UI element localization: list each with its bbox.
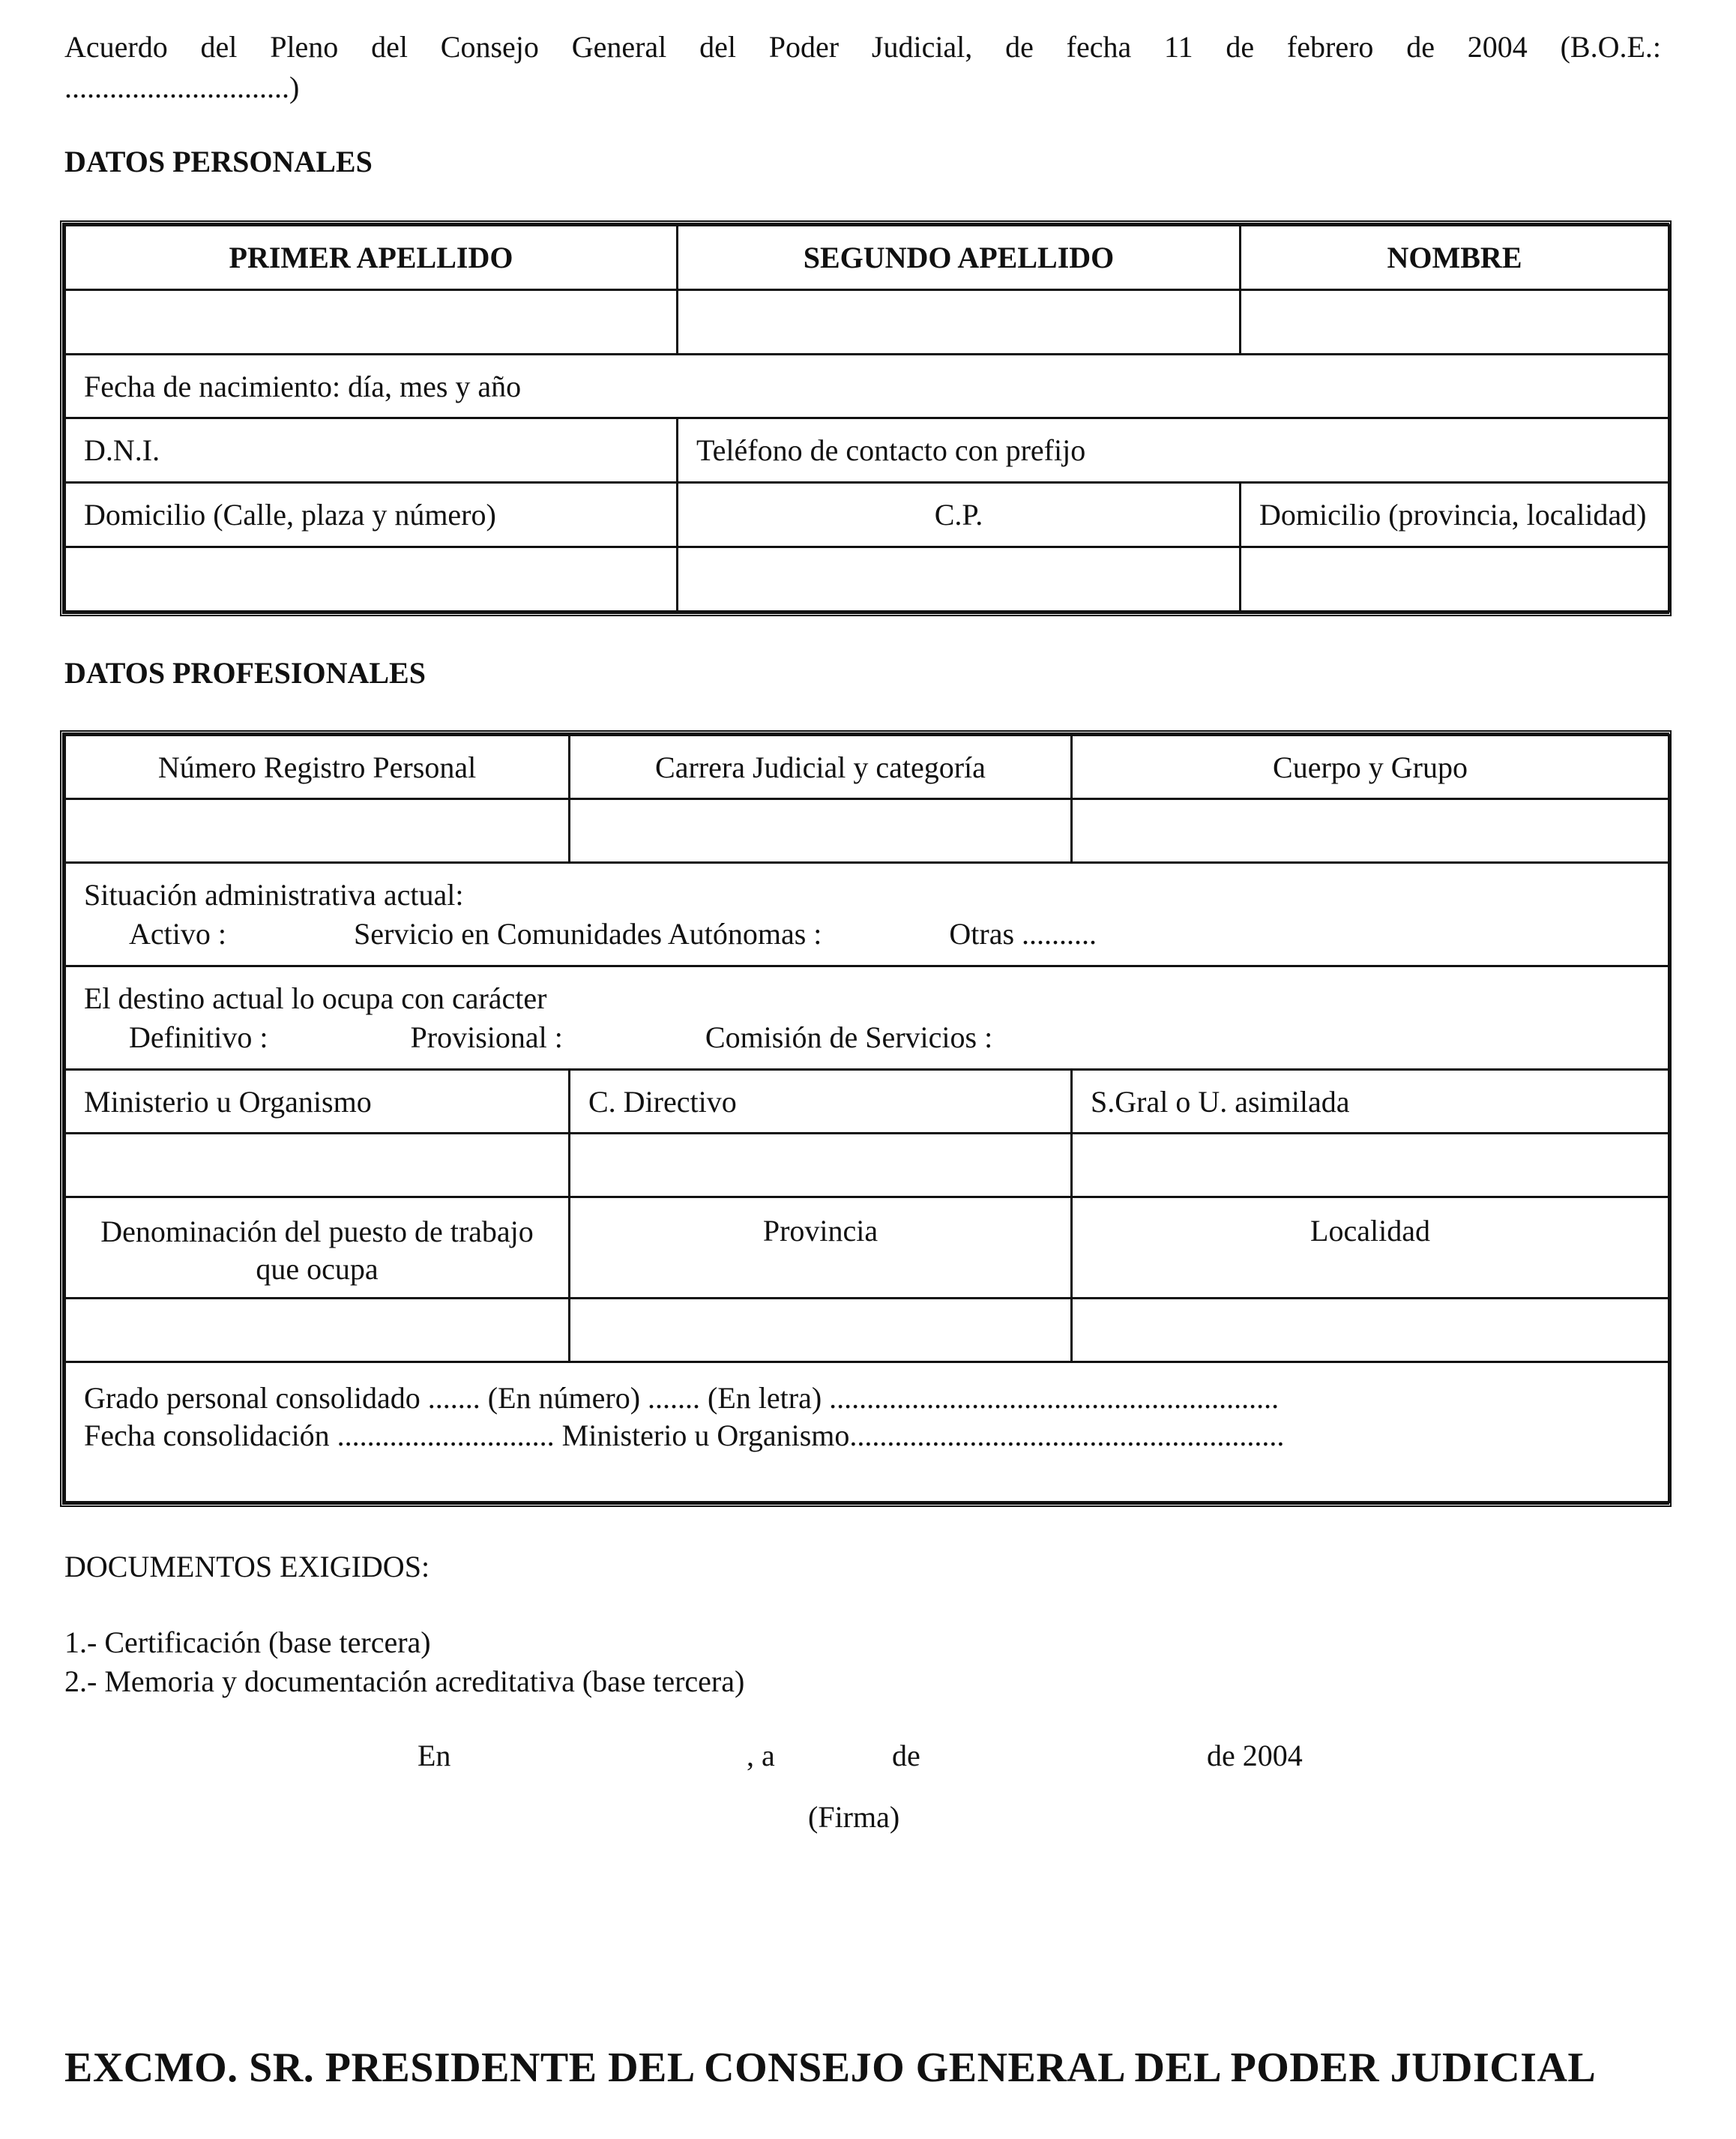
postal-code-label: C.P. <box>678 483 1241 547</box>
professional-data-heading: DATOS PROFESIONALES <box>64 656 426 690</box>
destination-commission-option[interactable]: Comisión de Servicios : <box>705 1020 993 1054</box>
place-label: En <box>418 1739 451 1772</box>
address-field[interactable] <box>65 547 678 612</box>
header-first-surname: PRIMER APELLIDO <box>65 226 678 290</box>
address-province-field[interactable] <box>1241 547 1669 612</box>
header-province: Provincia <box>570 1197 1072 1299</box>
situation-title: Situación administrativa actual: <box>84 877 464 912</box>
addressee: EXCMO. SR. PRESIDENTE DEL CONSEJO GENERAL DEL PODER JUDICIAL <box>64 2045 1597 2091</box>
header-second-surname: SEGUNDO APELLIDO <box>678 226 1241 290</box>
personal-data-heading: DATOS PERSONALES <box>64 145 373 178</box>
destination-character: El destino actual lo ocupa con carácter Definitivo : Provisional : Comisión de Servicios : <box>65 966 1669 1070</box>
date-month-label: de <box>892 1739 920 1772</box>
header-directive-center: C. Directivo <box>570 1070 1072 1134</box>
header-post-name: Denominación del puesto de trabajo que ocupa <box>65 1197 570 1299</box>
consolidated-grade <box>65 1362 1669 1502</box>
intro-line-1: Acuerdo del Pleno del Consejo General del Poder Judicial, de fecha 11 de febrero de 2004 (B.O.E.: <box>64 30 1661 64</box>
general-subdirectorate-field[interactable] <box>1072 1134 1669 1197</box>
ministry-field[interactable] <box>65 1134 570 1197</box>
personal-data-table <box>60 220 1672 616</box>
body-group-field[interactable] <box>1072 799 1669 863</box>
locality-field[interactable] <box>1072 1299 1669 1362</box>
judicial-career-field[interactable] <box>570 799 1072 863</box>
name-field[interactable] <box>1241 289 1669 354</box>
document-item: 2.- Memoria y documentación acreditativa (base tercera) <box>64 1664 745 1698</box>
documents-heading: DOCUMENTOS EXIGIDOS: <box>64 1550 430 1583</box>
date-day-label: , a <box>747 1739 775 1772</box>
destination-definitive-option[interactable]: Definitivo : <box>129 1020 268 1054</box>
signature-label: (Firma) <box>808 1800 900 1834</box>
postal-code-field[interactable] <box>678 547 1241 612</box>
post-name-field[interactable] <box>65 1299 570 1362</box>
grade-line[interactable]: Grado personal consolidado ....... (En número) ....... (En letra) ............................................................ <box>84 1381 1280 1415</box>
header-body-group: Cuerpo y Grupo <box>1072 735 1669 799</box>
date-year-label: de 2004 <box>1207 1739 1303 1772</box>
header-name: NOMBRE <box>1241 226 1669 290</box>
destination-provisional-option[interactable]: Provisional <box>410 1020 547 1054</box>
intro-line-2: ..............................) <box>64 70 300 104</box>
address-province-label: Domicilio (provincia, localidad) <box>1241 483 1669 547</box>
situation-other-option[interactable]: Otras .......... <box>949 916 1097 951</box>
professional-data-table <box>60 730 1672 1507</box>
first-surname-field[interactable] <box>65 289 678 354</box>
document-item: 1.- Certificación (base tercera) <box>64 1625 431 1659</box>
situation-active-option[interactable]: Activo <box>129 916 211 951</box>
dni-field[interactable]: D.N.I. <box>65 418 678 483</box>
header-registry-number: Número Registro Personal <box>65 735 570 799</box>
birth-date-field[interactable]: Fecha de nacimiento: día, mes y año <box>65 354 1669 418</box>
destination-title: El destino actual lo ocupa con carácter <box>84 981 547 1015</box>
registry-number-field[interactable] <box>65 799 570 863</box>
header-judicial-career: Carrera Judicial y categoría <box>570 735 1072 799</box>
address-label: Domicilio (Calle, plaza y número) <box>65 483 678 547</box>
header-general-subdirectorate: S.Gral o U. asimilada <box>1072 1070 1669 1134</box>
consolidation-line[interactable]: Fecha consolidación ............................. Ministerio u Organismo.......................................................... <box>84 1419 1285 1452</box>
phone-field[interactable]: Teléfono de contacto con prefijo <box>678 418 1669 483</box>
header-locality: Localidad <box>1072 1197 1669 1299</box>
second-surname-field[interactable] <box>678 289 1241 354</box>
province-field[interactable] <box>570 1299 1072 1362</box>
administrative-situation: Situación administrativa actual: Activo : Servicio en Comunidades Autónomas : Otras .......... <box>65 863 1669 966</box>
situation-ccaa-option[interactable]: Servicio en Comunidades Autónomas <box>354 916 807 951</box>
directive-center-field[interactable] <box>570 1134 1072 1197</box>
header-ministry: Ministerio u Organismo <box>65 1070 570 1134</box>
